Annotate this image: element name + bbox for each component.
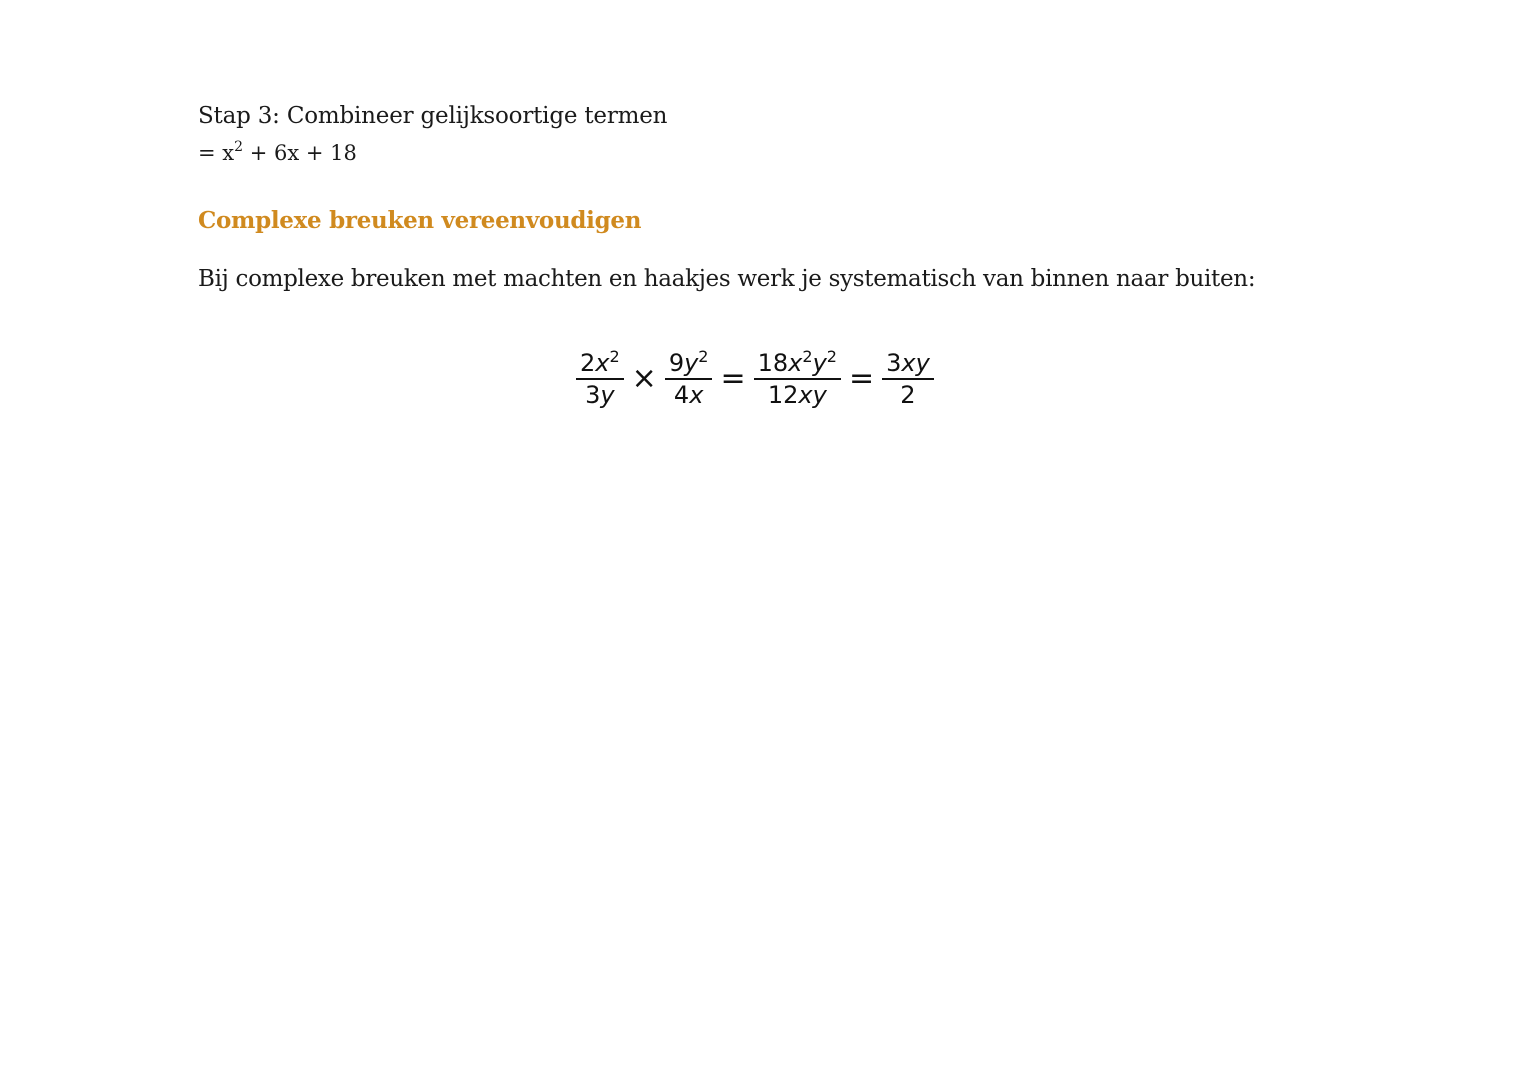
- coef: 3: [886, 349, 902, 378]
- fraction-4-numerator: [882, 348, 934, 378]
- fraction-3-numerator: [754, 348, 841, 378]
- coef: 2: [580, 349, 596, 378]
- variable: x: [689, 380, 704, 409]
- fraction-2-denominator: [670, 380, 707, 410]
- equals-operator: =: [720, 361, 746, 396]
- fraction-2-numerator: [665, 348, 713, 378]
- variable: y: [600, 380, 615, 409]
- section-intro: Bij complexe breuken met machten en haakjes werk je systematisch van binnen naar buiten:: [198, 266, 1256, 292]
- fraction-3: [754, 348, 841, 410]
- fraction-4-denominator: 2: [900, 380, 916, 409]
- variable: y: [684, 349, 699, 378]
- variable: y: [812, 349, 827, 378]
- variable: x: [595, 349, 610, 378]
- coef: 12: [767, 380, 799, 409]
- multiply-operator: ×: [631, 361, 657, 396]
- step-3-expression: [198, 138, 357, 168]
- variable: xy: [798, 380, 827, 409]
- fraction-4: [882, 348, 934, 410]
- variable: x: [788, 349, 803, 378]
- exponent: 2: [698, 347, 709, 367]
- expression-prefix: = x: [198, 141, 235, 165]
- expression-exponent: 2: [234, 139, 244, 155]
- fraction-formula: [574, 344, 936, 414]
- exponent: 2: [609, 347, 620, 367]
- coef: 4: [673, 380, 690, 409]
- variable: xy: [901, 349, 930, 378]
- section-heading: Complexe breuken vereenvoudigen: [198, 207, 642, 234]
- fraction-1-denominator: [581, 380, 618, 410]
- fraction-1-numerator: [576, 348, 624, 378]
- expression-suffix: + 6x + 18: [243, 141, 357, 165]
- coef: 3: [585, 380, 601, 409]
- coef: 9: [668, 349, 685, 378]
- exponent: 2: [826, 347, 837, 367]
- equals-operator: =: [848, 361, 875, 396]
- fraction-2: [665, 348, 713, 410]
- fraction-1: [576, 348, 624, 410]
- fraction-3-denominator: [764, 380, 831, 410]
- exponent: 2: [802, 347, 813, 367]
- coef: 18: [757, 349, 789, 378]
- step-3-label: Stap 3: Combineer gelijksoortige termen: [198, 103, 668, 129]
